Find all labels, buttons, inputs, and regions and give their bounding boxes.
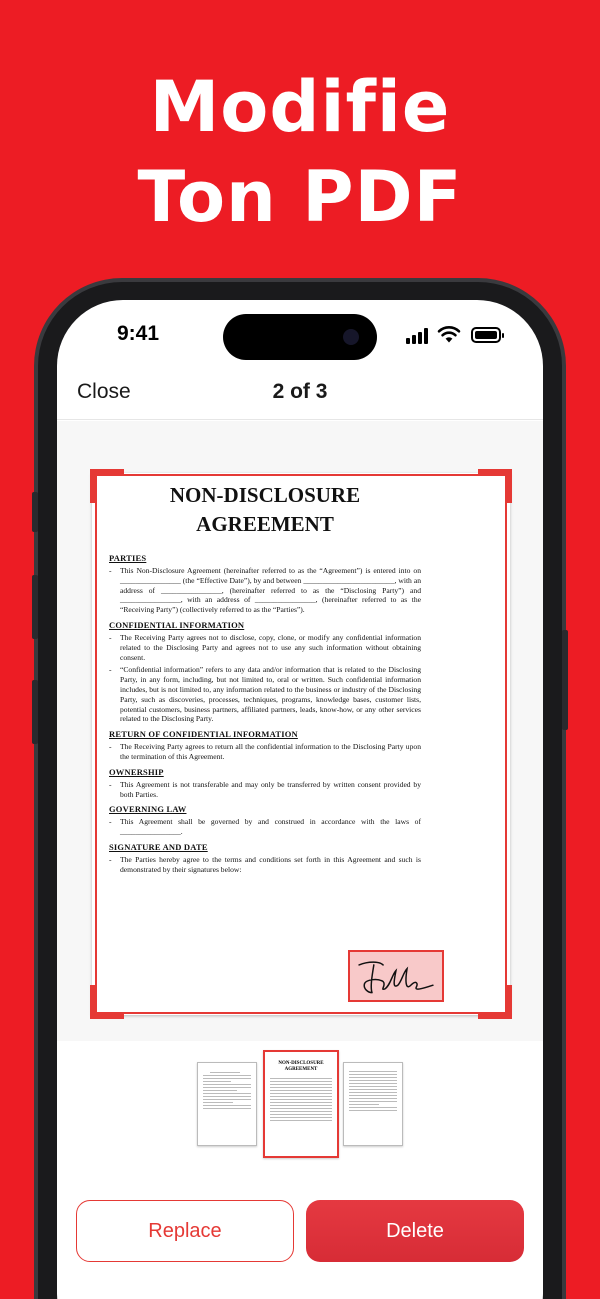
section-paragraph: - This Agreement is not transferable and may only be transferred by written consent provided by both Parties. [109, 780, 421, 800]
cellular-signal-icon [406, 328, 430, 344]
phone-power-button [562, 630, 568, 730]
section-heading: SIGNATURE AND DATE [109, 841, 208, 852]
headline-line-2: Ton PDF [137, 156, 463, 238]
section-paragraph: - The Parties hereby agree to the terms and conditions set forth in this Agreement and such is demonstrated by their signatures below: [109, 855, 421, 875]
section-heading: GOVERNING LAW [109, 804, 187, 815]
thumbnail-page-1[interactable] [197, 1062, 257, 1146]
headline [0, 62, 600, 242]
thumbnail-title [265, 1061, 337, 1073]
replace-button[interactable]: Replace [76, 1200, 294, 1262]
section-paragraph: - The Receiving Party agrees to return all the confidential information to the Disclosing Party upon the termination of this Agreement. [109, 742, 421, 762]
thumbnail-page-2[interactable] [263, 1050, 339, 1158]
section-heading: RETURN OF CONFIDENTIAL INFORMATION [109, 729, 298, 740]
page-thumbnails [57, 1041, 543, 1171]
document-content [109, 481, 421, 878]
section-heading: CONFIDENTIAL INFORMATION [109, 619, 245, 630]
status-bar [57, 300, 543, 370]
headline-line-1: Modifie [149, 66, 451, 148]
section-paragraph: - The Receiving Party agrees not to disclose, copy, clone, or modify any confidential information related to the Disclosing Party and agrees not to use any such information without obtaining consent. [109, 633, 421, 662]
action-bar [57, 1200, 543, 1264]
page-indicator: 2 of 3 [272, 380, 328, 403]
thumbnail-page-3[interactable] [343, 1062, 403, 1146]
selection-handle-top-right[interactable] [478, 469, 512, 503]
thumbnail-title-line-1: NON-DISCLOSURE [278, 1061, 324, 1066]
document-title-line-2: AGREEMENT [196, 512, 334, 536]
wifi-icon [437, 324, 461, 344]
document-title-line-1: NON-DISCLOSURE [169, 483, 361, 507]
delete-button[interactable]: Delete [306, 1200, 524, 1262]
section-paragraph: - This Agreement shall be governed by and construed in accordance with the laws of ________________. [109, 817, 421, 837]
dynamic-island [223, 314, 377, 360]
section-heading: PARTIES [109, 553, 147, 563]
pdf-viewer[interactable] [57, 421, 543, 1041]
section-paragraph: - This Non-Disclosure Agreement (hereinafter referred to as the “Agreement”) is entered into on ________________ (the “Effective Date”), by and between ________________________, with an address of ________________, (hereinafter referred to as the “Disclosing Party”) and ________________, with an address of ________________, (hereinafter referred to as the “Receiving Party”) (collectively referred to as the “Parties”). [109, 566, 421, 615]
status-time: 9:41 [117, 322, 160, 345]
close-button[interactable]: Close [77, 380, 131, 403]
selection-handle-bottom-right[interactable] [478, 985, 512, 1019]
thumbnail-title-line-2: AGREEMENT [284, 1067, 318, 1072]
section-heading: OWNERSHIP [109, 766, 164, 777]
signature-drawing [350, 952, 442, 1000]
camera-icon [343, 329, 359, 345]
phone-screen [57, 300, 543, 1299]
section-paragraph: - “Confidential information” refers to any data and/or information that is related to the Disclosing Party, in any form, including, but not limited to, oral or written. Such confidential information includes, but is not limited to, any information related to the business or industry of the Disclosing Party, such as discoveries, processes, techniques, programs, knowledge bases, customer lists, potential customers, business partners, affiliated partners, leads, know-how, or any other services related to the Disclosing Party. [109, 665, 421, 724]
selection-handle-bottom-left[interactable] [90, 985, 124, 1019]
signature-box[interactable] [348, 950, 444, 1002]
nav-bar [57, 370, 543, 420]
document-title [109, 481, 421, 539]
battery-icon [471, 327, 501, 343]
